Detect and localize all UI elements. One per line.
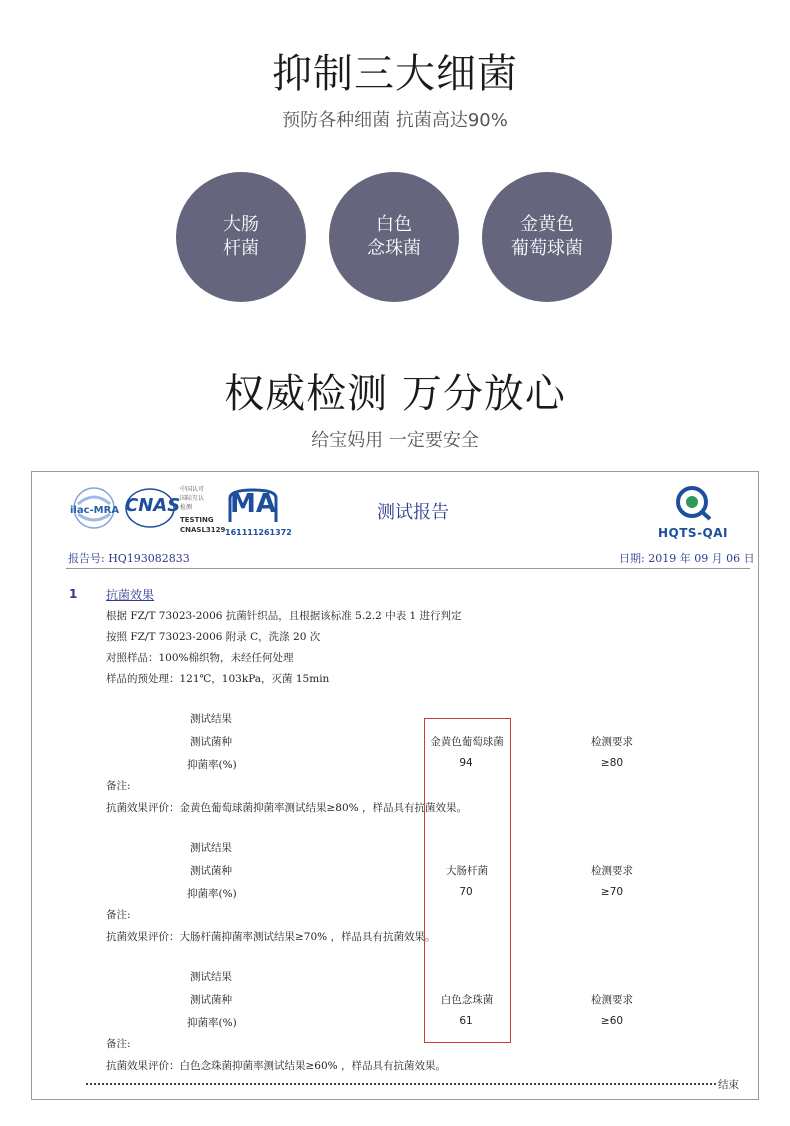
rate-label: 抑菌率(%) [187,888,237,900]
circle-line: 葡萄球菌 [511,238,583,259]
rate-label: 抑菌率(%) [187,759,237,771]
report-date: 日期: 2019 年 09 月 06 日 [619,552,755,565]
rate-label: 抑菌率(%) [187,1017,237,1029]
section-title: 权威检测 万分放心 [224,371,566,417]
cnas-cn-line: 国际互认 [180,495,205,502]
result-label: 测试结果 [190,842,232,854]
note-label: 备注: [106,780,131,792]
section-subtitle: 给宝妈用 一定要安全 [311,430,479,451]
cnas-logo-text: CNAS [125,495,181,516]
requirement-value: ≥80 [600,757,624,769]
cnas-cn-line: 中国认可 [180,486,205,493]
report-title: 测试报告 [377,502,449,523]
hero-subtitle: 预防各种细菌 抗菌高达90% [282,110,508,131]
requirement-value: ≥70 [600,886,624,898]
species-value: 金黄色葡萄球菌 [430,736,504,748]
header-divider [66,568,750,569]
result-label: 测试结果 [190,713,232,725]
circle-line: 白色 [376,214,412,235]
report-number: 报告号: HQ193082833 [68,552,190,565]
method-line: 样品的预处理：121℃，103kPa，灭菌 15min [106,673,330,685]
species-label: 测试菌种 [190,865,232,877]
rate-value: 61 [459,1015,473,1027]
cnas-testing: TESTING [180,516,214,524]
hqts-logo-icon [672,484,716,522]
end-dotted-line [86,1083,716,1085]
species-label: 测试菌种 [190,994,232,1006]
ma-logo-text: MA [230,489,276,519]
test-report [31,471,759,1100]
circle-line: 杆菌 [223,238,259,259]
requirement-value: ≥60 [600,1015,624,1027]
hero-title: 抑制三大细菌 [272,51,518,97]
method-line: 对照样品：100%棉织物，未经任何处理 [106,652,294,664]
bacteria-circle-candida [329,172,459,302]
species-label: 测试菌种 [190,736,232,748]
section-heading: 抗菌效果 [106,588,155,602]
rate-value: 70 [459,886,473,898]
requirement-label: 检测要求 [591,994,633,1006]
cnas-cn-line: 检测 [180,504,193,511]
hqts-logo-text: HQTS-QAI [658,526,729,540]
highlight-box [424,718,511,1043]
requirement-label: 检测要求 [591,865,633,877]
requirement-label: 检测要求 [591,736,633,748]
evaluation-text: 抗菌效果评价：白色念珠菌抑菌率测试结果≥60% ，样品具有抗菌效果。 [106,1060,446,1072]
note-label: 备注: [106,1038,131,1050]
cnas-chinese-text [180,485,204,512]
rate-value: 94 [459,757,473,769]
method-line: 根据 FZ/T 73023-2006 抗菌针织品，且根据该标准 5.2.2 中表 1 进行判定 [106,610,462,622]
evaluation-text: 抗菌效果评价：金黄色葡萄球菌抑菌率测试结果≥80% ，样品具有抗菌效果。 [106,802,467,814]
species-value: 大肠杆菌 [446,865,488,877]
cnas-code: CNASL3129 [180,526,226,534]
result-label: 测试结果 [190,971,232,983]
circle-line: 大肠 [223,214,259,235]
bacteria-circle-ecoli [176,172,306,302]
ilac-logo-text: ilac-MRA [70,505,120,516]
ma-code: 161111261372 [225,528,292,537]
method-line: 按照 FZ/T 73023-2006 附录 C，洗涤 20 次 [106,631,321,643]
note-label: 备注: [106,909,131,921]
circle-line: 念珠菌 [367,238,421,259]
circle-line: 金黄色 [520,214,574,235]
evaluation-text: 抗菌效果评价：大肠杆菌抑菌率测试结果≥70% ，样品具有抗菌效果。 [106,931,436,943]
species-value: 白色念珠菌 [440,994,494,1006]
section-number: 1 [69,587,78,601]
bacteria-circle-staph [482,172,612,302]
end-label: 结束 [718,1079,739,1091]
